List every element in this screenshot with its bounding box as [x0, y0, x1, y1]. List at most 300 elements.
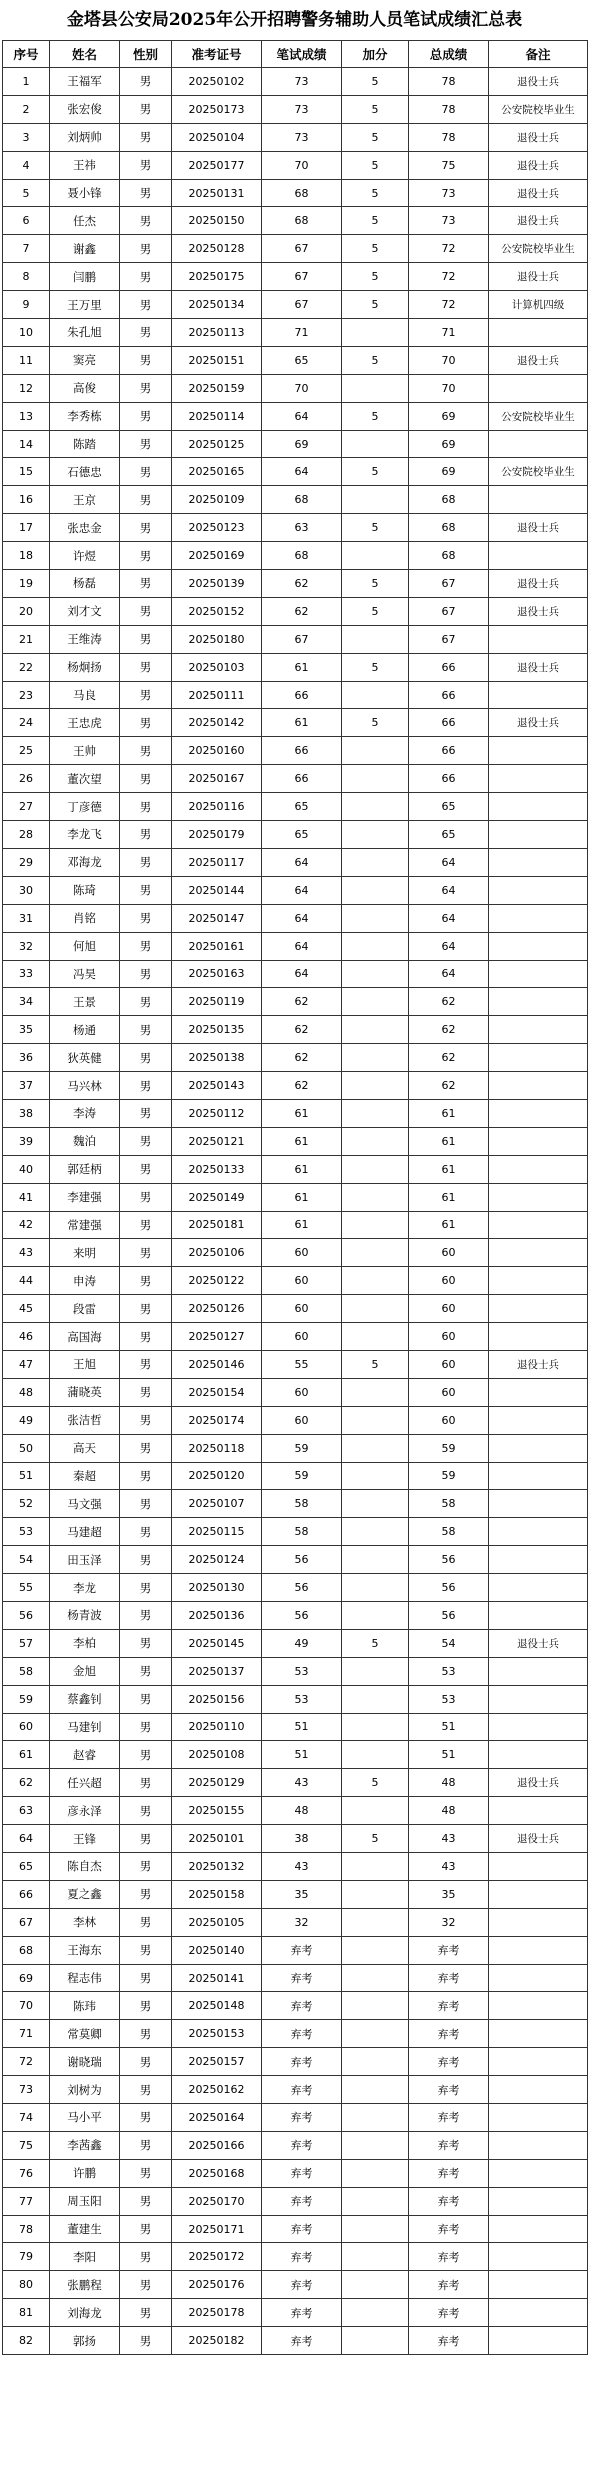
cell-total: 72: [409, 235, 489, 263]
header-bonus: 加分: [342, 41, 409, 68]
cell-exam-id: 20250112: [172, 1099, 262, 1127]
cell-total: 58: [409, 1490, 489, 1518]
cell-note: 退役士兵: [489, 123, 588, 151]
cell-total: 73: [409, 179, 489, 207]
cell-bonus: [342, 1462, 409, 1490]
cell-bonus: [342, 1267, 409, 1295]
cell-exam-id: 20250111: [172, 681, 262, 709]
cell-exam-id: 20250148: [172, 1992, 262, 2020]
cell-bonus: [342, 1016, 409, 1044]
cell-total: 弃考: [409, 2131, 489, 2159]
cell-total: 56: [409, 1574, 489, 1602]
cell-bonus: [342, 988, 409, 1016]
cell-index: 19: [3, 570, 50, 598]
cell-bonus: [342, 542, 409, 570]
cell-written: 60: [262, 1406, 342, 1434]
cell-note: [489, 1267, 588, 1295]
cell-bonus: [342, 1127, 409, 1155]
cell-bonus: [342, 1936, 409, 1964]
cell-gender: 男: [120, 848, 172, 876]
cell-note: [489, 2299, 588, 2327]
cell-gender: 男: [120, 1016, 172, 1044]
cell-note: [489, 904, 588, 932]
cell-written: 35: [262, 1880, 342, 1908]
cell-bonus: [342, 486, 409, 514]
table-row: [3, 2020, 588, 2048]
cell-bonus: 5: [342, 709, 409, 737]
table-row: [3, 681, 588, 709]
cell-exam-id: 20250155: [172, 1797, 262, 1825]
cell-written: 66: [262, 681, 342, 709]
cell-name: 李秀栋: [50, 402, 120, 430]
cell-exam-id: 20250105: [172, 1908, 262, 1936]
cell-index: 53: [3, 1518, 50, 1546]
cell-index: 16: [3, 486, 50, 514]
table-row: [3, 346, 588, 374]
cell-note: [489, 2104, 588, 2132]
document-title: 金塔县公安局2025年公开招聘警务辅助人员笔试成绩汇总表: [66, 10, 523, 30]
cell-note: [489, 374, 588, 402]
cell-gender: 男: [120, 625, 172, 653]
cell-note: [489, 1713, 588, 1741]
cell-written: 62: [262, 1016, 342, 1044]
cell-gender: 男: [120, 402, 172, 430]
cell-total: 60: [409, 1323, 489, 1351]
cell-name: 马建钊: [50, 1713, 120, 1741]
cell-written: 61: [262, 1183, 342, 1211]
cell-index: 9: [3, 291, 50, 319]
cell-note: [489, 1601, 588, 1629]
cell-name: 魏泊: [50, 1127, 120, 1155]
cell-written: 61: [262, 1099, 342, 1127]
cell-gender: 男: [120, 1127, 172, 1155]
cell-total: 64: [409, 960, 489, 988]
cell-gender: 男: [120, 2327, 172, 2355]
cell-written: 61: [262, 1155, 342, 1183]
cell-bonus: [342, 2243, 409, 2271]
table-row: [3, 1295, 588, 1323]
cell-gender: 男: [120, 2104, 172, 2132]
table-row: [3, 1044, 588, 1072]
cell-gender: 男: [120, 681, 172, 709]
cell-note: [489, 2271, 588, 2299]
cell-total: 68: [409, 486, 489, 514]
table-row: [3, 2215, 588, 2243]
cell-note: [489, 1211, 588, 1239]
cell-total: 32: [409, 1908, 489, 1936]
cell-index: 79: [3, 2243, 50, 2271]
cell-note: [489, 2215, 588, 2243]
cell-total: 弃考: [409, 2243, 489, 2271]
cell-gender: 男: [120, 653, 172, 681]
cell-bonus: [342, 2076, 409, 2104]
table-row: [3, 1267, 588, 1295]
cell-index: 28: [3, 821, 50, 849]
cell-total: 62: [409, 988, 489, 1016]
cell-exam-id: 20250109: [172, 486, 262, 514]
table-row: [3, 1908, 588, 1936]
cell-index: 3: [3, 123, 50, 151]
cell-name: 陈自杰: [50, 1853, 120, 1881]
cell-exam-id: 20250124: [172, 1546, 262, 1574]
cell-bonus: [342, 1099, 409, 1127]
cell-name: 李茜鑫: [50, 2131, 120, 2159]
cell-bonus: [342, 1797, 409, 1825]
cell-exam-id: 20250163: [172, 960, 262, 988]
cell-gender: 男: [120, 151, 172, 179]
cell-gender: 男: [120, 1797, 172, 1825]
cell-name: 马兴林: [50, 1072, 120, 1100]
cell-written: 73: [262, 123, 342, 151]
cell-gender: 男: [120, 765, 172, 793]
cell-index: 60: [3, 1713, 50, 1741]
cell-name: 杨青波: [50, 1601, 120, 1629]
cell-exam-id: 20250175: [172, 263, 262, 291]
cell-bonus: [342, 1378, 409, 1406]
table-row: [3, 2327, 588, 2355]
cell-total: 70: [409, 374, 489, 402]
cell-gender: 男: [120, 1908, 172, 1936]
cell-name: 石德忠: [50, 458, 120, 486]
cell-name: 秦超: [50, 1462, 120, 1490]
cell-exam-id: 20250115: [172, 1518, 262, 1546]
table-row: [3, 960, 588, 988]
cell-exam-id: 20250141: [172, 1964, 262, 1992]
table-row: [3, 2243, 588, 2271]
cell-bonus: 5: [342, 179, 409, 207]
cell-note: [489, 1908, 588, 1936]
cell-index: 24: [3, 709, 50, 737]
cell-name: 李龙: [50, 1574, 120, 1602]
cell-total: 62: [409, 1072, 489, 1100]
cell-bonus: [342, 2327, 409, 2355]
cell-written: 51: [262, 1713, 342, 1741]
cell-bonus: [342, 1685, 409, 1713]
cell-written: 65: [262, 793, 342, 821]
cell-note: 退役士兵: [489, 207, 588, 235]
cell-gender: 男: [120, 1657, 172, 1685]
cell-index: 14: [3, 430, 50, 458]
cell-gender: 男: [120, 1378, 172, 1406]
cell-written: 63: [262, 514, 342, 542]
cell-written: 62: [262, 597, 342, 625]
cell-total: 58: [409, 1518, 489, 1546]
cell-exam-id: 20250176: [172, 2271, 262, 2299]
cell-total: 60: [409, 1406, 489, 1434]
cell-gender: 男: [120, 793, 172, 821]
cell-exam-id: 20250103: [172, 653, 262, 681]
cell-name: 彦永泽: [50, 1797, 120, 1825]
cell-bonus: [342, 1601, 409, 1629]
cell-exam-id: 20250134: [172, 291, 262, 319]
cell-note: [489, 1434, 588, 1462]
table-row: [3, 2131, 588, 2159]
cell-exam-id: 20250133: [172, 1155, 262, 1183]
cell-index: 75: [3, 2131, 50, 2159]
cell-total: 60: [409, 1350, 489, 1378]
cell-exam-id: 20250174: [172, 1406, 262, 1434]
cell-name: 许煜: [50, 542, 120, 570]
cell-exam-id: 20250156: [172, 1685, 262, 1713]
cell-written: 43: [262, 1853, 342, 1881]
header-index: 序号: [3, 41, 50, 68]
cell-total: 弃考: [409, 2271, 489, 2299]
table-row: [3, 876, 588, 904]
cell-total: 66: [409, 681, 489, 709]
table-row: [3, 1574, 588, 1602]
table-row: [3, 1462, 588, 1490]
cell-gender: 男: [120, 1462, 172, 1490]
cell-note: [489, 1072, 588, 1100]
table-row: [3, 653, 588, 681]
cell-index: 45: [3, 1295, 50, 1323]
cell-index: 72: [3, 2048, 50, 2076]
table-row: [3, 235, 588, 263]
cell-bonus: [342, 960, 409, 988]
cell-index: 74: [3, 2104, 50, 2132]
cell-bonus: [342, 1406, 409, 1434]
cell-name: 张宏俊: [50, 95, 120, 123]
table-header-row: [3, 41, 588, 68]
cell-exam-id: 20250116: [172, 793, 262, 821]
cell-written: 弃考: [262, 2243, 342, 2271]
cell-name: 陈踏: [50, 430, 120, 458]
cell-exam-id: 20250152: [172, 597, 262, 625]
cell-bonus: [342, 1490, 409, 1518]
cell-written: 68: [262, 486, 342, 514]
cell-gender: 男: [120, 542, 172, 570]
cell-bonus: 5: [342, 1769, 409, 1797]
cell-total: 54: [409, 1629, 489, 1657]
cell-total: 78: [409, 68, 489, 96]
cell-exam-id: 20250130: [172, 1574, 262, 1602]
cell-total: 68: [409, 514, 489, 542]
score-table: [2, 40, 588, 2355]
cell-exam-id: 20250180: [172, 625, 262, 653]
cell-name: 郭廷柄: [50, 1155, 120, 1183]
cell-note: 公安院校毕业生: [489, 402, 588, 430]
cell-gender: 男: [120, 2131, 172, 2159]
cell-total: 75: [409, 151, 489, 179]
cell-note: [489, 848, 588, 876]
cell-note: [489, 1518, 588, 1546]
cell-total: 64: [409, 932, 489, 960]
cell-index: 50: [3, 1434, 50, 1462]
cell-total: 62: [409, 1044, 489, 1072]
cell-bonus: 5: [342, 207, 409, 235]
table-row: [3, 2159, 588, 2187]
cell-gender: 男: [120, 1880, 172, 1908]
cell-note: [489, 876, 588, 904]
cell-written: 73: [262, 95, 342, 123]
cell-name: 蔡鑫钊: [50, 1685, 120, 1713]
cell-name: 申涛: [50, 1267, 120, 1295]
cell-note: [489, 542, 588, 570]
cell-gender: 男: [120, 2271, 172, 2299]
cell-exam-id: 20250153: [172, 2020, 262, 2048]
cell-bonus: [342, 430, 409, 458]
cell-written: 弃考: [262, 2187, 342, 2215]
header-total-score: 总成绩: [409, 41, 489, 68]
cell-exam-id: 20250107: [172, 1490, 262, 1518]
cell-index: 68: [3, 1936, 50, 1964]
cell-name: 丁彦德: [50, 793, 120, 821]
cell-gender: 男: [120, 2243, 172, 2271]
cell-note: [489, 1016, 588, 1044]
cell-note: 退役士兵: [489, 514, 588, 542]
cell-index: 12: [3, 374, 50, 402]
cell-note: [489, 1964, 588, 1992]
cell-index: 66: [3, 1880, 50, 1908]
cell-total: 35: [409, 1880, 489, 1908]
header-written-score: 笔试成绩: [262, 41, 342, 68]
table-row: [3, 151, 588, 179]
cell-total: 78: [409, 95, 489, 123]
cell-written: 32: [262, 1908, 342, 1936]
cell-total: 60: [409, 1295, 489, 1323]
cell-written: 69: [262, 430, 342, 458]
cell-gender: 男: [120, 263, 172, 291]
cell-note: [489, 1741, 588, 1769]
cell-index: 23: [3, 681, 50, 709]
cell-name: 刘炳帅: [50, 123, 120, 151]
cell-bonus: [342, 2215, 409, 2243]
cell-bonus: [342, 1964, 409, 1992]
cell-bonus: [342, 1574, 409, 1602]
cell-note: [489, 1546, 588, 1574]
cell-name: 朱孔旭: [50, 319, 120, 347]
cell-written: 71: [262, 319, 342, 347]
cell-note: [489, 1378, 588, 1406]
cell-name: 杨通: [50, 1016, 120, 1044]
cell-bonus: [342, 1155, 409, 1183]
cell-total: 72: [409, 263, 489, 291]
cell-bonus: 5: [342, 151, 409, 179]
cell-index: 65: [3, 1853, 50, 1881]
cell-bonus: 5: [342, 95, 409, 123]
table-row: [3, 1685, 588, 1713]
cell-gender: 男: [120, 1044, 172, 1072]
table-row: [3, 1880, 588, 1908]
cell-name: 李龙飞: [50, 821, 120, 849]
table-row: [3, 1853, 588, 1881]
cell-name: 刘海龙: [50, 2299, 120, 2327]
cell-note: 退役士兵: [489, 68, 588, 96]
cell-name: 王旭: [50, 1350, 120, 1378]
cell-name: 王维涛: [50, 625, 120, 653]
cell-gender: 男: [120, 123, 172, 151]
cell-gender: 男: [120, 821, 172, 849]
cell-written: 51: [262, 1741, 342, 1769]
cell-index: 51: [3, 1462, 50, 1490]
cell-exam-id: 20250113: [172, 319, 262, 347]
cell-note: 公安院校毕业生: [489, 95, 588, 123]
cell-index: 36: [3, 1044, 50, 1072]
cell-note: [489, 1295, 588, 1323]
cell-written: 70: [262, 151, 342, 179]
cell-bonus: 5: [342, 597, 409, 625]
cell-note: 退役士兵: [489, 1769, 588, 1797]
cell-name: 李林: [50, 1908, 120, 1936]
cell-written: 61: [262, 1127, 342, 1155]
cell-bonus: [342, 793, 409, 821]
table-row: [3, 1406, 588, 1434]
cell-written: 56: [262, 1546, 342, 1574]
cell-index: 54: [3, 1546, 50, 1574]
cell-written: 56: [262, 1601, 342, 1629]
cell-gender: 男: [120, 1853, 172, 1881]
cell-exam-id: 20250140: [172, 1936, 262, 1964]
cell-bonus: [342, 1211, 409, 1239]
cell-index: 2: [3, 95, 50, 123]
cell-gender: 男: [120, 346, 172, 374]
cell-bonus: 5: [342, 1629, 409, 1657]
table-row: [3, 904, 588, 932]
cell-bonus: [342, 765, 409, 793]
cell-written: 64: [262, 932, 342, 960]
cell-gender: 男: [120, 1072, 172, 1100]
cell-gender: 男: [120, 932, 172, 960]
cell-total: 43: [409, 1853, 489, 1881]
table-row: [3, 458, 588, 486]
cell-index: 15: [3, 458, 50, 486]
cell-gender: 男: [120, 235, 172, 263]
cell-written: 弃考: [262, 2215, 342, 2243]
cell-total: 弃考: [409, 2215, 489, 2243]
cell-exam-id: 20250182: [172, 2327, 262, 2355]
cell-written: 弃考: [262, 2327, 342, 2355]
cell-name: 郭扬: [50, 2327, 120, 2355]
cell-gender: 男: [120, 1239, 172, 1267]
cell-name: 张洁哲: [50, 1406, 120, 1434]
cell-exam-id: 20250137: [172, 1657, 262, 1685]
cell-bonus: 5: [342, 263, 409, 291]
cell-gender: 男: [120, 2215, 172, 2243]
cell-note: [489, 1044, 588, 1072]
table-row: [3, 1323, 588, 1351]
cell-exam-id: 20250158: [172, 1880, 262, 1908]
table-row: [3, 1239, 588, 1267]
cell-total: 弃考: [409, 2020, 489, 2048]
table-row: [3, 709, 588, 737]
header-note: 备注: [489, 41, 588, 68]
cell-index: 52: [3, 1490, 50, 1518]
cell-note: 退役士兵: [489, 570, 588, 598]
cell-written: 62: [262, 1072, 342, 1100]
cell-total: 弃考: [409, 1936, 489, 1964]
cell-exam-id: 20250136: [172, 1601, 262, 1629]
cell-exam-id: 20250129: [172, 1769, 262, 1797]
cell-name: 程志伟: [50, 1964, 120, 1992]
cell-written: 64: [262, 960, 342, 988]
cell-note: [489, 430, 588, 458]
cell-gender: 男: [120, 1406, 172, 1434]
cell-bonus: [342, 904, 409, 932]
cell-note: [489, 1685, 588, 1713]
cell-total: 弃考: [409, 2187, 489, 2215]
cell-note: [489, 319, 588, 347]
table-row: [3, 402, 588, 430]
cell-index: 57: [3, 1629, 50, 1657]
cell-gender: 男: [120, 1769, 172, 1797]
cell-written: 60: [262, 1239, 342, 1267]
cell-exam-id: 20250165: [172, 458, 262, 486]
table-row: [3, 263, 588, 291]
cell-gender: 男: [120, 2187, 172, 2215]
cell-exam-id: 20250172: [172, 2243, 262, 2271]
cell-written: 弃考: [262, 2131, 342, 2159]
cell-total: 弃考: [409, 2104, 489, 2132]
